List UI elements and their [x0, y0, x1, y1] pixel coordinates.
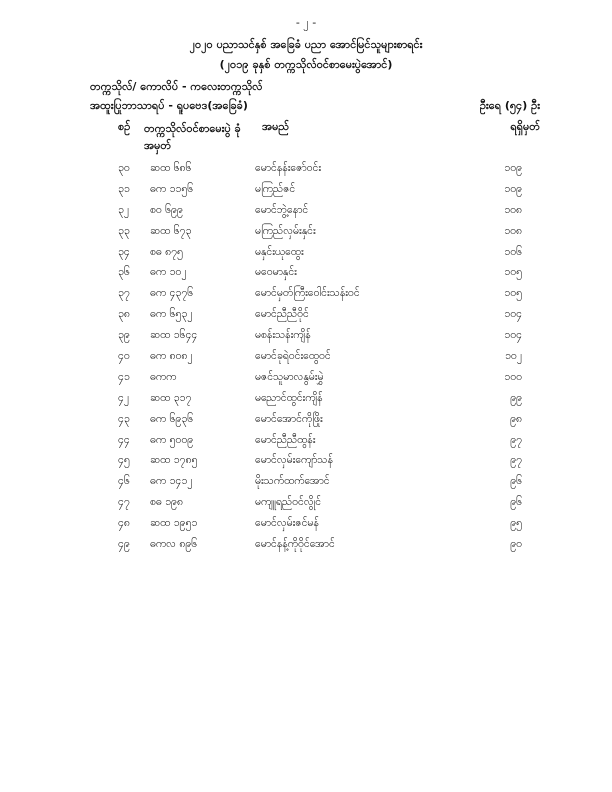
table-row	[0, 242, 612, 263]
marks-value: ၁၀၆	[504, 245, 522, 258]
row-number: ၄၆	[118, 475, 130, 488]
results-table	[0, 158, 612, 555]
table-header	[0, 120, 612, 154]
marks-value: ၁၀၂	[505, 350, 522, 363]
table-row	[0, 388, 612, 409]
marks-value: ၉၆	[510, 496, 522, 509]
roll-number: ဆထ ၁၉၅၁	[150, 517, 198, 530]
student-name: မောင်ညီညီဝိုင်	[255, 308, 309, 321]
row-number: ၃၂	[118, 203, 130, 216]
student-name: မကျူရည်ဝင်လွိုင်	[255, 496, 322, 509]
row-number: ၄၄	[118, 433, 130, 446]
roll-number: စဓ ၁၉၈	[150, 496, 183, 509]
student-name: မောင်နန်းဇော်ဝင်း	[255, 162, 322, 174]
table-row	[0, 534, 612, 555]
row-number: ၃၆	[118, 266, 130, 279]
header-name: အမည်	[262, 120, 290, 133]
student-name: မကြည်ဇင်	[255, 182, 296, 195]
total-count: ဦးရေ (၅၄) ဦး	[479, 99, 540, 112]
document-subtitle: (၂၀၁၉ ခုနှစ် တက္ကသိုလ်ဝင်စာမေးပွဲအောင်)	[219, 58, 393, 71]
table-row	[0, 179, 612, 200]
row-number: ၃၈	[118, 308, 130, 321]
roll-number: ဓက ၁၄၁၂	[150, 475, 193, 488]
student-name: မောင်ခုရဲဝင်းထွေဝင်	[255, 350, 331, 363]
roll-number: ဓက ၁၁၅၆	[150, 182, 194, 195]
roll-number: ဆထ ၃၁၇	[150, 391, 192, 404]
marks-value: ၁၀၄	[504, 329, 522, 342]
row-number: ၃၇	[118, 287, 130, 300]
roll-number: ဓကက	[150, 370, 177, 383]
student-name: မညောင်ထွင်းကျိန်	[255, 391, 323, 404]
roll-number: ဓက ၄၃၇၆	[150, 287, 194, 300]
student-name: မနှင်းယုထွေး	[255, 245, 304, 258]
marks-value: ၁၀၈	[504, 203, 522, 216]
student-name: မောင်ညီညီထွန်း	[255, 433, 316, 446]
student-name: မကြည်လှမ်းနှင်း	[255, 224, 316, 237]
row-number: ၃၀	[118, 162, 130, 174]
roll-number: ဓကလ ၈၉၆	[150, 538, 198, 551]
student-name: မောင်အောင်ကိုဖြိုး	[255, 412, 323, 425]
row-number: ၃၄	[118, 245, 130, 258]
student-name: မောင်ဘွဲ့နောင်	[255, 203, 309, 216]
table-row	[0, 158, 612, 179]
student-name: မောင်လှမ်းကျော်သန်	[255, 454, 333, 467]
row-number: ၄၉	[118, 538, 130, 551]
table-row	[0, 471, 612, 492]
header-roll-number: တက္ကသိုလ်ဝင်စာမေးပွဲ ခုံအမှတ်	[144, 122, 241, 152]
table-row	[0, 325, 612, 346]
document-title: ၂၀၂၀ ပညာသင်နှစ် အခြေခံ ပညာ အောင်မြင်သူများစာရင်း	[189, 38, 423, 51]
header-marks: ရရှိမှတ်	[510, 120, 540, 133]
row-number: ၄၃	[118, 412, 130, 425]
table-row	[0, 409, 612, 430]
row-number: ၃၉	[118, 329, 130, 342]
row-number: ၄၅	[118, 454, 130, 467]
table-row	[0, 304, 612, 325]
marks-value: ၁၀၈	[504, 224, 522, 237]
student-name: မစန်းသန်းကျိန်	[255, 329, 311, 342]
table-row	[0, 430, 612, 451]
marks-value: ၁၀၅	[504, 287, 522, 300]
roll-number: ဆထ ၁၆၄၄	[150, 329, 198, 342]
marks-value: ၉၆	[510, 475, 522, 488]
table-row	[0, 221, 612, 242]
student-name: မောင်လှမ်းဇင်မန်	[255, 517, 319, 530]
roll-number: ဓက ၈၀၈၂	[150, 350, 193, 363]
student-name: မဝေမာနှင်း	[255, 266, 297, 279]
table-row	[0, 283, 612, 304]
table-row	[0, 262, 612, 283]
page-number: - ၂ -	[295, 16, 317, 29]
roll-number: ဓက ၆၅၃၂	[150, 308, 193, 321]
roll-number: ဆထ ၁၇၈၅	[150, 454, 198, 467]
student-name: မောင်နန့်ကိုဝိုင်အောင်	[255, 538, 335, 551]
marks-value: ၁၀၄	[504, 308, 522, 321]
header-no: စဉ်	[118, 120, 131, 133]
student-name: မောင်မှတ်ကြီးဝေါင်းသန်းဝင်	[255, 287, 360, 300]
subject-line: အထူးပြုဘာသာရပ် - ရူပဗေဒ(အခြေခံ)	[90, 99, 248, 112]
roll-number: ဓက ၅၀၀၉	[150, 433, 194, 446]
marks-value: ၁၀၀	[504, 370, 522, 383]
roll-number: စဝ ၆၉၉	[150, 203, 183, 216]
marks-value: ၉၈	[510, 412, 522, 425]
student-name: မိုးသက်ထက်အောင်	[255, 475, 330, 488]
roll-number: ဆထ ၆၇၃	[150, 224, 192, 237]
row-number: ၃၃	[118, 224, 130, 237]
roll-number: စဓ ၈၇၅	[150, 245, 183, 258]
row-number: ၄၂	[118, 391, 130, 404]
table-row	[0, 367, 612, 388]
marks-value: ၁၀၉	[504, 182, 522, 195]
row-number: ၄၀	[118, 350, 130, 363]
roll-number: ဓက ၆၉၃၆	[150, 412, 194, 425]
row-number: ၄၇	[118, 496, 130, 509]
marks-value: ၉၀	[510, 538, 522, 551]
table-row	[0, 513, 612, 534]
marks-value: ၉၉	[510, 391, 522, 404]
table-row	[0, 450, 612, 471]
student-name: မဇင်သူမာလနွမ်းမွှဲ	[255, 370, 324, 383]
marks-value: ၁၀၅	[504, 266, 522, 279]
marks-value: ၁၀၉	[504, 162, 522, 174]
table-row	[0, 346, 612, 367]
row-number: ၄၁	[118, 370, 130, 383]
table-row	[0, 200, 612, 221]
row-number: ၄၈	[118, 517, 130, 530]
marks-value: ၉၇	[510, 454, 522, 467]
marks-value: ၉၇	[510, 433, 522, 446]
table-row	[0, 492, 612, 513]
marks-value: ၉၅	[510, 517, 522, 530]
roll-number: ဓက ၁၀၂	[150, 266, 187, 279]
row-number: ၃၁	[118, 182, 130, 195]
roll-number: ဆထ ၆၈၆	[150, 162, 192, 174]
university-line: တက္ကသိုလ်/ ကောလိပ် - ကလေးတက္ကသိုလ်	[90, 80, 263, 93]
